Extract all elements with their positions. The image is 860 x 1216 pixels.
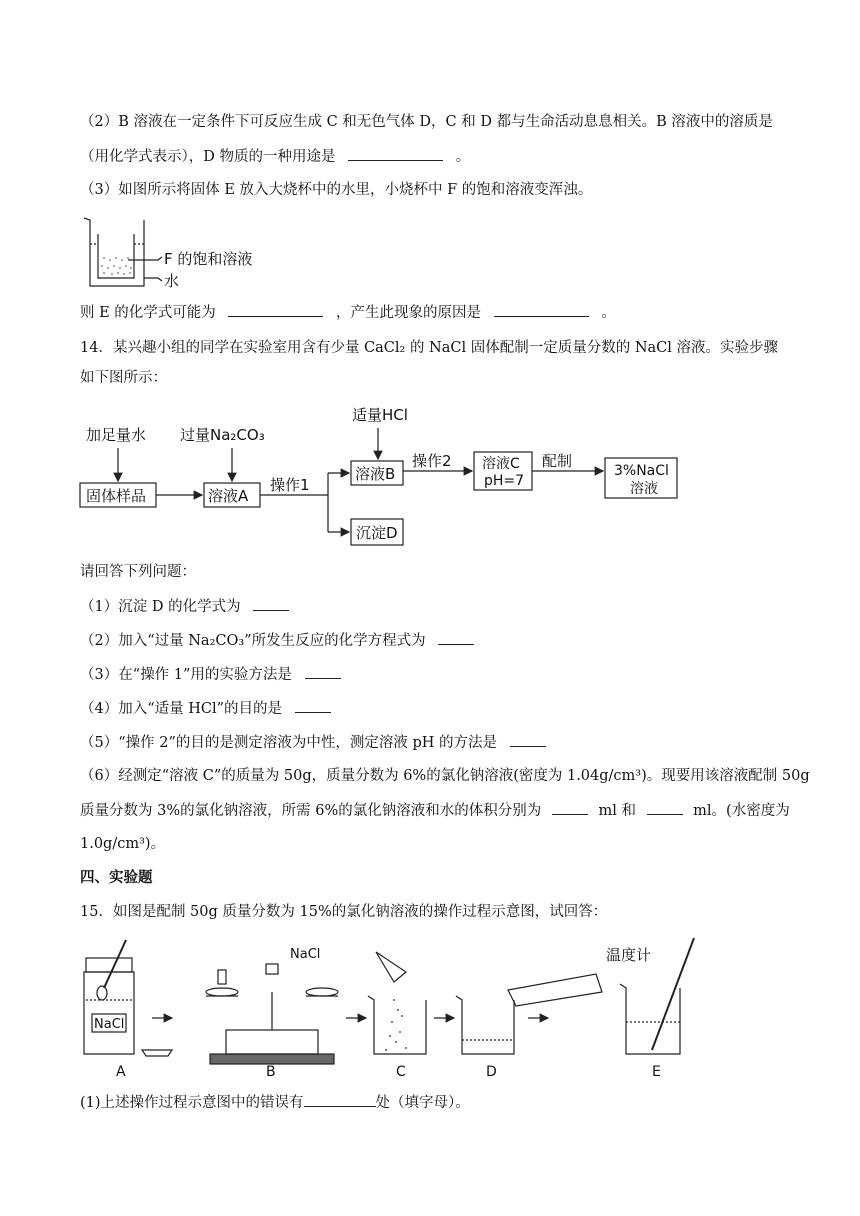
label-add-water: 加足量水: [86, 426, 147, 444]
q14-sub5-text: （5）“操作 2”的目的是测定溶液为中性，测定溶液 pH 的方法是: [80, 735, 498, 751]
label-thermometer: 温度计: [606, 946, 652, 964]
answer-blank[interactable]: [438, 630, 474, 645]
weight: [218, 970, 226, 984]
label-water: 水: [164, 272, 180, 290]
q13-part2-line2: [80, 146, 470, 167]
q15-intro: 15．如图是配制 50g 质量分数为 15%的氯化钠溶液的操作过程示意图，试回答：: [80, 904, 608, 920]
answer-blank[interactable]: [228, 302, 323, 317]
q14-sub4-text: （4）加入“适量 HCl”的目的是: [80, 701, 283, 717]
answer-blank[interactable]: [295, 698, 331, 713]
q14-prompt: 请回答下列问题：: [80, 564, 196, 580]
text-solid-sample: 固体样品: [86, 487, 147, 505]
q13-part2-text: （用化学式表示），D 物质的一种用途是: [80, 149, 336, 165]
q15-sub1-text-a: (1)上述操作过程示意图中的错误有: [80, 1095, 304, 1111]
text-final-solution: 溶液: [630, 481, 658, 497]
q13-part3-text-b: ，产生此现象的原因是: [336, 305, 482, 321]
q14-sub6-line1: （6）经测定“溶液 C”的质量为 50g，质量分数为 6%的氯化钠溶液(密度为 1.04g/cm³)。现要用该溶液配制 50g: [80, 768, 810, 784]
q13-part3-text-c: 。: [601, 305, 616, 321]
q14-sub6-line2: [80, 800, 790, 821]
jar-label-nacl: NaCl: [94, 1017, 125, 1032]
text-solution-a: 溶液A: [208, 487, 249, 505]
section-title: 四、实验题: [80, 869, 153, 886]
label-op2: 操作2: [412, 452, 452, 470]
text-solution-c: 溶液C: [482, 456, 520, 472]
funnel: [376, 952, 406, 982]
balance-base: [210, 1054, 334, 1064]
label-excess-na2co3: 过量Na₂CO₃: [180, 426, 265, 444]
q14-sub2: [80, 630, 474, 651]
q14-sub4: [80, 698, 331, 719]
q14-sub1: [80, 596, 289, 617]
q14-sub6-text-a: 质量分数为 3%的氯化钠溶液，所需 6%的氯化钠溶液和水的体积分别为: [80, 803, 542, 819]
q14-sub2-text: （2）加入“过量 Na₂CO₃”所发生反应的化学方程式为: [80, 633, 426, 649]
answer-blank[interactable]: [253, 596, 289, 611]
label-op1: 操作1: [270, 476, 310, 494]
label-b: B: [266, 1064, 276, 1080]
text-precip-d: 沉淀D: [356, 524, 398, 542]
q14-sub6-text-b: ml 和: [598, 803, 636, 819]
q13-part2-line1: （2）B 溶液在一定条件下可反应生成 C 和无色气体 D，C 和 D 都与生命活动息息相关。B 溶液中的溶质是: [80, 114, 773, 130]
label-prepare: 配制: [542, 452, 573, 470]
balance-pan-right: [306, 988, 338, 996]
text-solution-b: 溶液B: [355, 465, 396, 483]
text-ph7: pH=7: [484, 473, 525, 489]
label-e: E: [652, 1064, 661, 1080]
spoon: [104, 940, 126, 988]
q14-sub6-text-c: ml。(水密度为: [693, 803, 790, 819]
dish: [142, 1050, 172, 1056]
label-f-solution: F 的饱和溶液: [164, 250, 253, 268]
q13-part2-end: 。: [455, 149, 471, 165]
label-d: D: [486, 1064, 497, 1080]
balance-label-nacl: NaCl: [290, 947, 321, 962]
reagent-jar: [84, 972, 134, 1054]
answer-blank[interactable]: [647, 800, 683, 815]
beaker-d: [456, 996, 514, 1054]
q14-intro-line2: 如下图所示：: [80, 370, 167, 386]
q13-part3-answer: [80, 302, 616, 323]
answer-blank[interactable]: [304, 1092, 376, 1107]
q14-sub1-text: （1）沉淀 D 的化学式为: [80, 599, 241, 615]
q14-sub5: [80, 732, 546, 753]
small-beaker: [98, 234, 134, 278]
label-c: C: [396, 1064, 406, 1080]
q13-part3-text-a: 则 E 的化学式可能为: [80, 305, 216, 321]
q13-part3: （3）如图所示将固体 E 放入大烧杯中的水里，小烧杯中 F 的饱和溶液变浑浊。: [80, 182, 593, 198]
answer-blank[interactable]: [510, 732, 546, 747]
text-final-nacl: 3%NaCl: [614, 463, 669, 479]
thermometer: [652, 938, 694, 1050]
answer-blank[interactable]: [348, 146, 443, 161]
label-a: A: [116, 1064, 126, 1080]
q14-sub3-text: （3）在“操作 1”用的实验方法是: [80, 667, 292, 683]
q14-intro-line1: 14．某兴趣小组的同学在实验室用含有少量 CaCl₂ 的 NaCl 固体配制一定质量分数的 NaCl 溶液。实验步骤: [80, 340, 779, 356]
balance-pan-left: [206, 988, 238, 996]
q14-sub6-line3: 1.0g/cm³)。: [80, 836, 166, 852]
q15-sub1: [80, 1092, 470, 1113]
label-proper-hcl: 适量HCl: [352, 406, 408, 424]
beaker-figure: [82, 212, 282, 292]
flowchart: [76, 400, 716, 550]
apparatus-figure: [76, 930, 706, 1080]
measuring-cylinder: [508, 974, 602, 1006]
q14-sub3: [80, 664, 341, 685]
answer-blank[interactable]: [552, 800, 588, 815]
beaker-c: [368, 996, 426, 1054]
answer-blank[interactable]: [305, 664, 341, 679]
q15-sub1-text-b: 处（填字母）。: [375, 1095, 470, 1111]
answer-blank[interactable]: [494, 302, 589, 317]
beaker-e: [620, 984, 680, 1054]
large-beaker: [84, 218, 144, 286]
